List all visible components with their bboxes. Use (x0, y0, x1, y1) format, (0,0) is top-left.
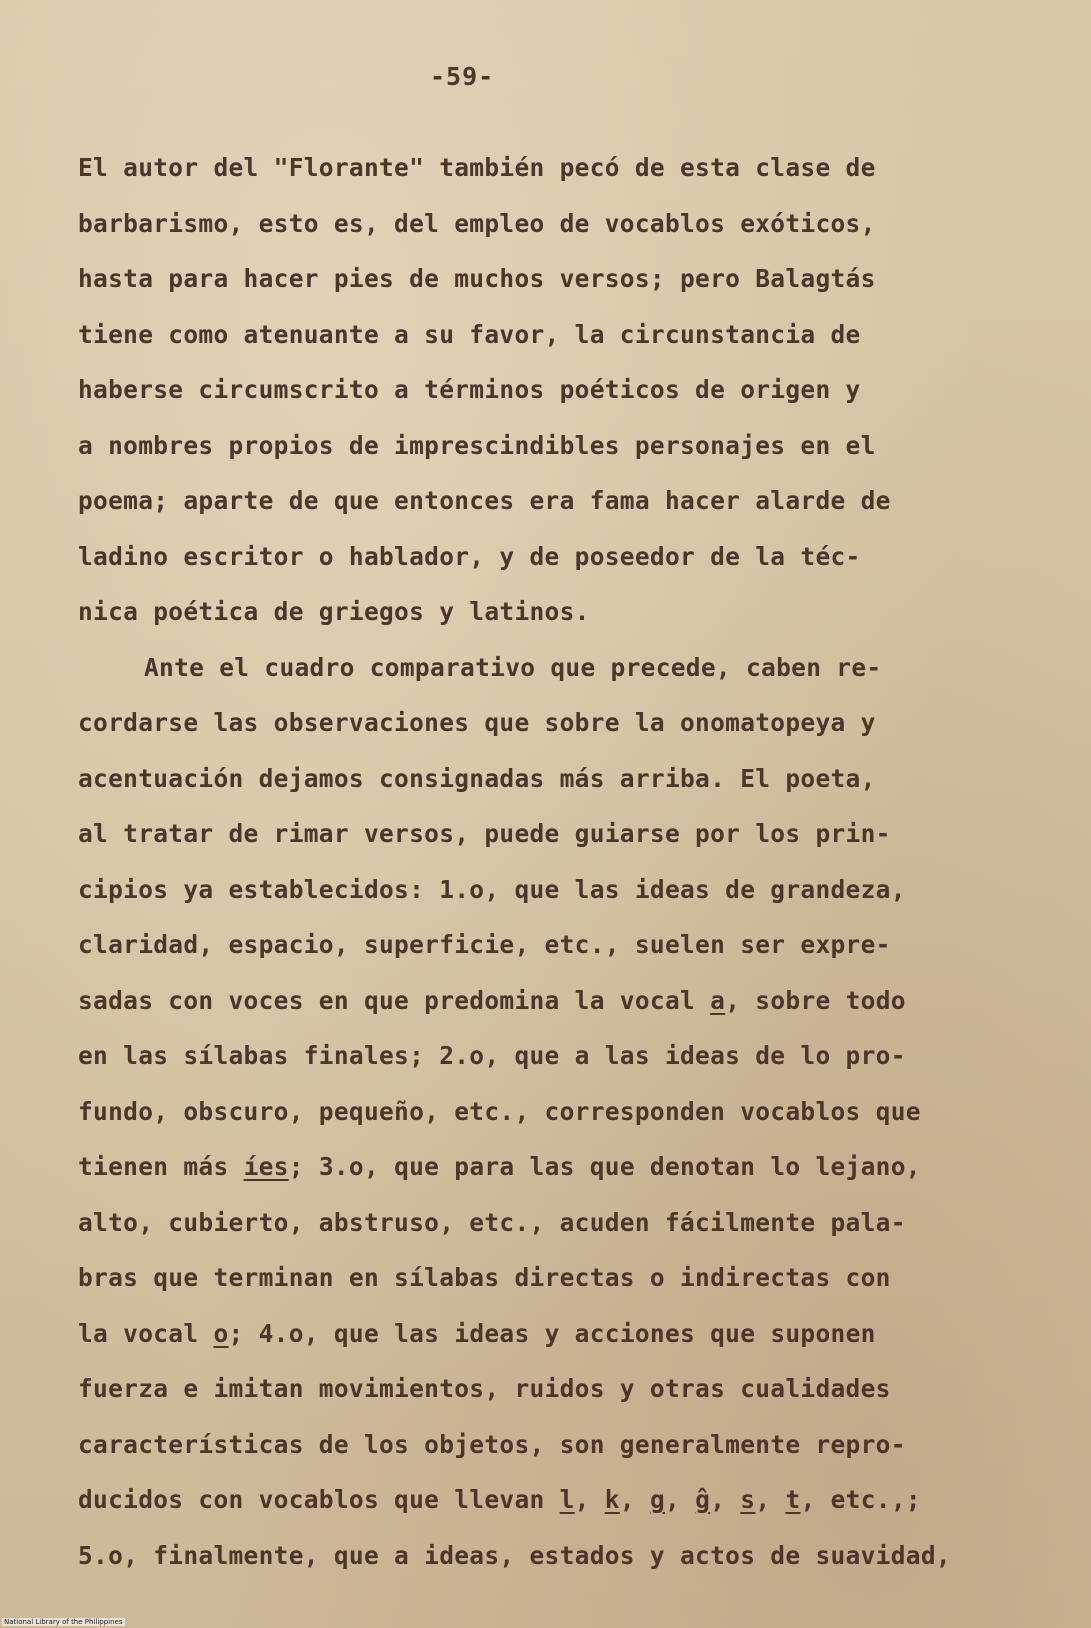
text-segment: claridad, espacio, superficie, etc., suelen ser expre- (78, 930, 891, 959)
text-line (78, 695, 1028, 751)
text-segment: cordarse las observaciones que sobre la onomatopeya y (78, 708, 876, 737)
underlined-letter: g (649, 1485, 666, 1514)
text-segment: Ante el cuadro comparativo que precede, caben re- (144, 652, 882, 682)
body-text (78, 140, 1028, 1583)
underlined-letter: íes (243, 1152, 289, 1181)
underlined-letter: s (740, 1485, 756, 1514)
text-segment: , (665, 1485, 696, 1514)
text-line (78, 1084, 1028, 1140)
text-segment: ; 4.o, que las ideas y acciones que suponen (228, 1318, 876, 1348)
underlined-letter: t (785, 1485, 801, 1514)
text-line (78, 307, 1028, 363)
text-line (78, 1361, 1028, 1417)
text-line (78, 584, 1028, 640)
underlined-letter: o (213, 1318, 229, 1348)
text-segment: alto, cubierto, abstruso, etc., acuden fácilmente pala- (78, 1207, 906, 1237)
text-segment: a nombres propios de imprescindibles personajes en el (78, 430, 876, 460)
text-segment: barbarismo, esto es, del empleo de vocablos exóticos, (78, 208, 876, 238)
text-line (78, 1306, 1028, 1362)
text-line (78, 1139, 1028, 1195)
underlined-letter: l (559, 1485, 575, 1514)
text-segment: nica poética de griegos y latinos. (78, 597, 590, 626)
text-segment: sadas con voces en que predomina la vocal (78, 985, 711, 1015)
text-line (78, 1472, 1028, 1528)
text-line (78, 1528, 1028, 1584)
text-line (78, 473, 1028, 529)
text-segment: hasta para hacer pies de muchos versos; pero Balagtás (78, 264, 876, 293)
text-line (78, 973, 1028, 1029)
text-line (78, 140, 1028, 196)
text-line (78, 418, 1028, 474)
text-segment: haberse circumscrito a términos poéticos de origen y (78, 375, 861, 404)
text-line (78, 751, 1028, 807)
text-line (78, 806, 1028, 862)
text-line (78, 1028, 1028, 1084)
underlined-letter: a (710, 985, 726, 1015)
text-segment: características de los objetos, son generalmente repro- (78, 1429, 906, 1459)
text-line (78, 862, 1028, 918)
text-line (78, 529, 1028, 585)
text-line (78, 251, 1028, 307)
underlined-letter: ĝ (695, 1485, 711, 1514)
text-segment: cipios ya establecidos: 1.o, que las ideas de grandeza, (78, 874, 906, 904)
text-line (78, 196, 1028, 252)
text-line (78, 1195, 1028, 1251)
underlined-letter: k (604, 1485, 620, 1514)
text-segment: al tratar de rimar versos, puede guiarse por los prin- (78, 819, 891, 848)
library-credit: National Library of the Philippines (4, 1618, 123, 1626)
text-segment: ladino escritor o hablador, y de poseedor de la téc- (78, 541, 861, 571)
text-segment: 5.o, finalmente, que a ideas, estados y actos de suavidad, (78, 1540, 951, 1570)
text-segment: bras que terminan en sílabas directas o indirectas con (78, 1263, 891, 1292)
text-segment: , (755, 1485, 786, 1514)
text-segment: tienen más (78, 1152, 244, 1181)
text-line (78, 640, 1028, 696)
text-line (78, 1417, 1028, 1473)
text-segment: , (574, 1485, 605, 1514)
text-segment: ; 3.o, que para las que denotan lo lejano, (288, 1152, 921, 1181)
text-segment: poema; aparte de que entonces era fama hacer alarde de (78, 486, 891, 515)
page-number: -59- (430, 62, 495, 91)
text-segment: , (710, 1485, 741, 1514)
text-segment: acentuación dejamos consignadas más arriba. El poeta, (78, 763, 876, 793)
text-segment: El autor del "Florante" también pecó de esta clase de (78, 153, 876, 182)
text-segment: fuerza e imitan movimientos, ruidos y otras cualidades (78, 1374, 891, 1403)
text-line (78, 1250, 1028, 1306)
text-segment: en las sílabas finales; 2.o, que a las ideas de lo pro- (78, 1041, 906, 1070)
text-segment: , etc.,; (800, 1485, 921, 1514)
text-segment: la vocal (78, 1318, 214, 1348)
text-segment: fundo, obscuro, pequeño, etc., corresponden vocablos que (78, 1096, 921, 1126)
text-segment: tiene como atenuante a su favor, la circunstancia de (78, 319, 861, 349)
text-segment: ducidos con vocablos que llevan (78, 1485, 560, 1514)
text-line (78, 917, 1028, 973)
text-line (78, 362, 1028, 418)
text-segment: , sobre todo (725, 985, 906, 1015)
text-segment: , (619, 1485, 650, 1514)
